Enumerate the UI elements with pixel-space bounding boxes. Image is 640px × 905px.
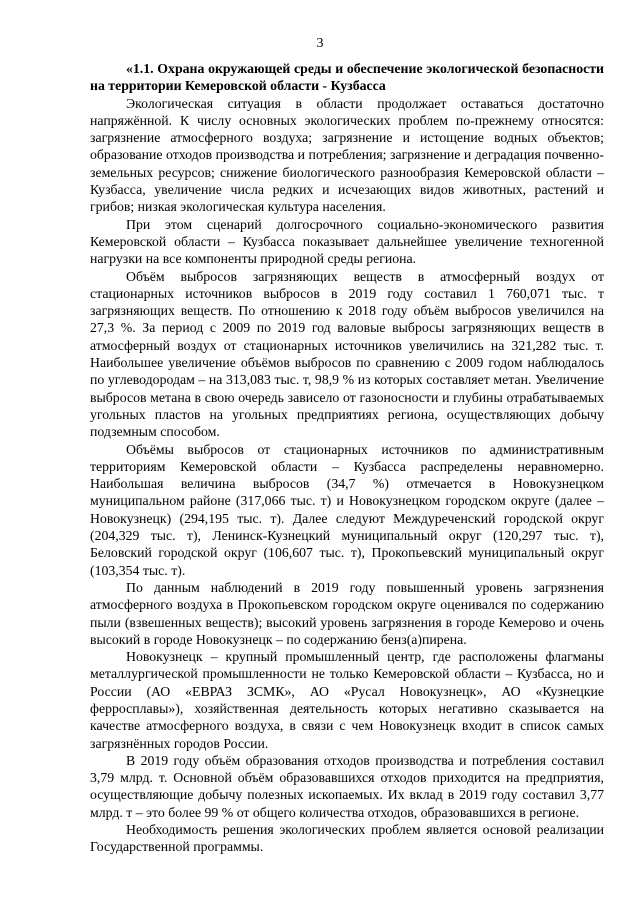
document-body (90, 60, 604, 856)
paragraph-conclusion: Необходимость решения экологических проблем является основой реализации Государственной программы. (90, 822, 604, 855)
paragraph-waste-generation: В 2019 году объём образования отходов производства и потребления составил 3,79 млрд. т. Основной объём образовавшихся отходов приходится на предприятия, осуществляющие добычу полезных ископаемых. Их вклад в 2019 году составил 3,77 млрд. т – это более 99 % от общего количества отходов, образовавшихся в регионе. (90, 752, 604, 820)
paragraph-emissions-by-territory: Объёмы выбросов от стационарных источников по административным территориям Кемеровской области – Кузбасса распределены неравномерно. Наибольшая величина выбросов (34,7 %) отмечается в Новокузнецком муниципальном районе (317,066 тыс. т) и Новокузнецком городском округе (далее – Новокузнецк) (294,195 тыс. т). Далее следуют Междуреченский городской округ (204,329 тыс. т), Ленинск-Кузнецкий муниципальный округ (120,297 тыс. т), Беловский городской округ (106,607 тыс. т), Прокопьевский муниципальный округ (103,354 тыс. т). (90, 441, 604, 578)
paragraph-novokuznetsk: Новокузнецк – крупный промышленный центр, где расположены флагманы металлургической промышленности не только Кемеровской области – Кузбасса, но и России (АО «ЕВРАЗ ЗСМК», АО «Русал Новокузнецк», АО «Кузнецкие ферросплавы»), хозяйственная деятельность которых негативно сказывается на качестве атмосферного воздуха, в связи с чем Новокузнецк входит в список самых загрязнённых городов России. (90, 649, 604, 751)
page-number: 3 (316, 36, 324, 51)
paragraph-development-scenario: При этом сценарий долгосрочного социально-экономического развития Кемеровской области – Кузбасса показывает дальнейшее увеличение техногенной нагрузки на все компоненты природной среды региона. (90, 216, 604, 267)
section-heading: «1.1. Охрана окружающей среды и обеспечение экологической безопасности на территории Кемеровской области - Кузбасса (90, 61, 604, 94)
paragraph-emissions-volume: Объём выбросов загрязняющих веществ в атмосферный воздух от стационарных источников выбросов в 2019 году составил 1 760,071 тыс. т загрязняющих веществ. По отношению к 2018 году объём выбросов увеличился на 27,3 %. За период с 2009 по 2019 год валовые выбросы загрязняющих веществ в атмосферный воздух от стационарных источников увеличились на 321,282 тыс. т. Наибольшее увеличение объёмов выбросов по сравнению с 2009 годом наблюдалось по углеводородам – на 313,083 тыс. т, 98,9 % из которых составляет метан. Увеличение выбросов метана в свою очередь зависело от газоносности и глубины отрабатываемых угольных пластов на угольных предприятиях региона, осуществляющих добычу подземным способом. (90, 268, 604, 440)
paragraph-air-monitoring: По данным наблюдений в 2019 году повышенный уровень загрязнения атмосферного воздуха в Прокопьевском городском округе оценивался по содержанию пыли (взвешенных веществ); высокий уровень загрязнения в городе Кемерово и очень высокий в городе Новокузнецк – по содержанию бенз(а)пирена. (90, 579, 604, 647)
paragraph-ecological-situation: Экологическая ситуация в области продолжает оставаться достаточно напряжённой. К числу основных экологических проблем по-прежнему относятся: загрязнение атмосферного воздуха; загрязнение и истощение водных объектов; образование отходов производства и потребления; загрязнение и деградация почвенно-земельных ресурсов; снижение биологического разнообразия Кемеровской области – Кузбасса, увеличение числа редких и исчезающих видов животных, растений и грибов; низкая экологическая культура населения. (90, 95, 604, 215)
